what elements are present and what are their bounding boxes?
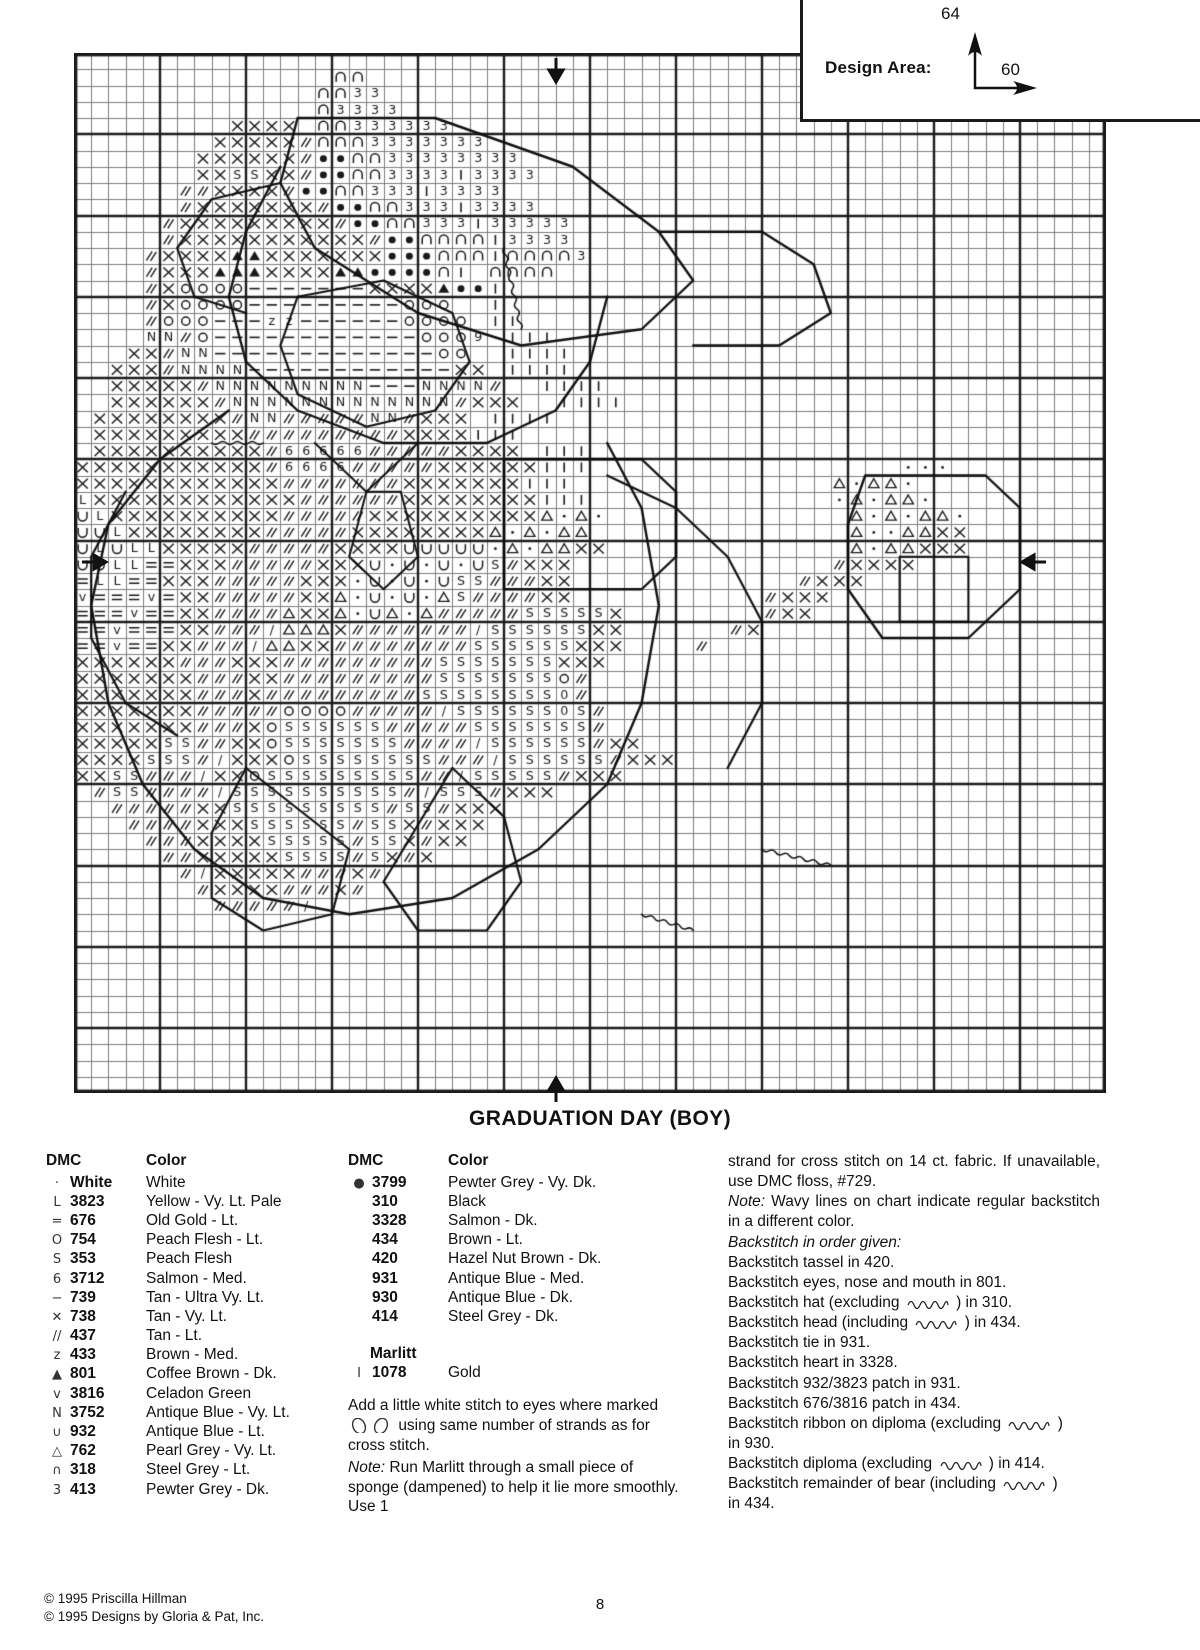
chart-outlines [74, 53, 1106, 1093]
legend-row [46, 1173, 346, 1192]
legend-symbol [348, 1231, 372, 1250]
legend-dmc-number: 738 [70, 1307, 96, 1325]
backstitch-step-suffix: ) in 310. [951, 1293, 1013, 1311]
legend-color-name: White [146, 1173, 186, 1191]
eye-stitch-note-text: using same number of strands as for [398, 1417, 650, 1435]
legend-row [348, 1363, 688, 1382]
wavy-line-icon [1002, 1478, 1046, 1490]
backstitch-step [728, 1434, 1100, 1454]
legend-row [46, 1422, 346, 1441]
legend-dmc-number: 433 [70, 1346, 96, 1364]
legend-symbol: ∪ [52, 1425, 62, 1441]
legend-row [348, 1231, 688, 1250]
backstitch-step-text: Backstitch tassel in 420. [728, 1253, 895, 1271]
floss-legend-table-1 [46, 1152, 346, 1499]
legend-color-name: Hazel Nut Brown - Dk. [448, 1250, 602, 1268]
copyright-line-2: © 1995 Designs by Gloria & Pat, Inc. [44, 1609, 265, 1625]
backstitch-step [728, 1394, 1100, 1414]
backstitch-step [728, 1273, 1100, 1293]
backstitch-step-text: Backstitch 932/3823 patch in 931. [728, 1374, 961, 1392]
legend-symbol: 6 [52, 1271, 62, 1287]
legend-dmc-number: 3816 [70, 1384, 105, 1402]
legend-dmc-number: 3752 [70, 1403, 105, 1421]
legend-row [348, 1173, 688, 1192]
legend-color-name: Brown - Lt. [448, 1231, 523, 1249]
legend-color-name: Antique Blue - Dk. [448, 1288, 573, 1306]
backstitch-step-text: Backstitch tie in 931. [728, 1334, 871, 1352]
wavy-line-icon [906, 1297, 950, 1309]
legend-symbol: S [52, 1252, 62, 1268]
legend-symbol: ● [353, 1175, 365, 1191]
legend-row [46, 1403, 346, 1422]
legend-dmc-number: 739 [70, 1288, 96, 1306]
legend-header-dmc: DMC [46, 1152, 82, 1169]
legend-row [46, 1327, 346, 1346]
legend-row [348, 1192, 688, 1211]
legend-symbol: ✕ [51, 1309, 63, 1325]
legend-color-name: Antique Blue - Vy. Lt. [146, 1403, 290, 1421]
center-marker-left-icon [82, 552, 116, 577]
eye-stitch-note-line-1: Add a little white stitch to eyes where marked [348, 1397, 659, 1415]
legend-dmc-number: 754 [70, 1231, 96, 1249]
legend-color-name: Celadon Green [146, 1384, 252, 1402]
marlitt-note [348, 1458, 688, 1517]
legend-symbol [348, 1288, 372, 1307]
center-marker-bottom-icon [546, 1070, 566, 1107]
wavy-note-label: Note: [728, 1193, 766, 1211]
cross-stitch-chart [74, 53, 1106, 1093]
floss-legend-table-2 [348, 1152, 688, 1382]
legend-row [46, 1231, 346, 1250]
backstitch-step-text: Backstitch eyes, nose and mouth in 801. [728, 1273, 1007, 1291]
eye-stitch-note-line-2 [348, 1416, 688, 1436]
wavy-line-icon [939, 1458, 983, 1470]
backstitch-step [728, 1474, 1100, 1494]
legend-color-name: Black [448, 1192, 486, 1210]
legend-symbol: N [52, 1405, 62, 1421]
legend-dmc-number: 762 [70, 1442, 96, 1460]
legend-dmc-number: 318 [70, 1461, 96, 1479]
backstitch-instructions-column [728, 1152, 1100, 1515]
legend-dmc-number: White [70, 1173, 113, 1191]
design-area-label: Design Area: [825, 58, 932, 77]
backstitch-step [728, 1353, 1100, 1373]
legend-dmc-number: 676 [70, 1211, 96, 1229]
legend-color-name: Antique Blue - Med. [448, 1269, 585, 1287]
design-area-callout [800, 0, 1200, 122]
legend-row [46, 1192, 346, 1211]
wavy-line-icon [914, 1317, 958, 1329]
legend-color-name: Peach Flesh - Lt. [146, 1231, 264, 1249]
page-number: 8 [595, 1596, 605, 1613]
backstitch-step-text: Backstitch hat (excluding [728, 1293, 900, 1311]
legend-symbol: 3 [52, 1482, 62, 1498]
backstitch-step-list [728, 1253, 1100, 1515]
center-marker-right-icon [1012, 552, 1046, 577]
legend-header-color: Color [146, 1152, 187, 1169]
legend-row [348, 1288, 688, 1307]
legend-symbol: v [53, 1386, 61, 1402]
backstitch-step [728, 1313, 1100, 1333]
legend-dmc-number: 3799 [372, 1173, 407, 1191]
legend-row [348, 1269, 688, 1288]
legend-color-name: Salmon - Dk. [448, 1211, 538, 1229]
design-area-width-value: 60 [1001, 60, 1020, 79]
legend-row [46, 1365, 346, 1384]
legend-header-row [348, 1152, 688, 1173]
legend-row [348, 1250, 688, 1269]
backstitch-step [728, 1454, 1100, 1474]
legend-row [46, 1288, 346, 1307]
backstitch-step [728, 1293, 1100, 1313]
legend-row [46, 1269, 346, 1288]
legend-column-two [348, 1152, 688, 1517]
legend-dmc-number: 413 [70, 1480, 96, 1498]
legend-dmc-number: 932 [70, 1423, 96, 1441]
backstitch-step-text: Backstitch 676/3816 patch in 434. [728, 1394, 961, 1412]
legend-color-name: Steel Grey - Lt. [146, 1461, 251, 1479]
backstitch-step [728, 1414, 1100, 1434]
legend-symbol: · [54, 1175, 60, 1191]
legend-symbol: I [357, 1365, 361, 1381]
legend-dmc-number: 3712 [70, 1269, 105, 1287]
backstitch-step-text: Backstitch head (including [728, 1314, 909, 1332]
backstitch-step-text: in 930. [728, 1434, 775, 1452]
legend-row [46, 1250, 346, 1269]
legend-symbol: ∩ [52, 1463, 62, 1479]
legend-row [46, 1480, 346, 1499]
legend-column-one [46, 1152, 346, 1499]
legend-dmc-number: 801 [70, 1365, 96, 1383]
legend-row [348, 1211, 688, 1230]
legend-color-name: Pewter Grey - Dk. [146, 1480, 270, 1498]
backstitch-step [728, 1253, 1100, 1273]
eye-stitch-note-line-3: cross stitch. [348, 1436, 430, 1454]
backstitch-step-text: Backstitch diploma (excluding [728, 1455, 933, 1473]
backstitch-heading: Backstitch in order given: [728, 1233, 902, 1251]
legend-dmc-number: 353 [70, 1250, 96, 1268]
wavy-line-note [728, 1192, 1100, 1232]
legend-row [46, 1461, 346, 1480]
legend-color-name: Antique Blue - Lt. [146, 1423, 265, 1441]
legend-color-name: Pearl Grey - Vy. Lt. [146, 1442, 277, 1460]
backstitch-step [728, 1333, 1100, 1353]
legend-color-name: Salmon - Med. [146, 1269, 247, 1287]
legend-symbol [348, 1250, 372, 1269]
copyright-line-1: © 1995 Priscilla Hillman [44, 1591, 187, 1606]
legend-symbol: // [52, 1329, 62, 1345]
backstitch-step-text: in 434. [728, 1495, 775, 1513]
legend-color-name: Pewter Grey - Vy. Dk. [448, 1173, 597, 1191]
backstitch-step-suffix: ) in 414. [984, 1455, 1045, 1473]
eye-stitch-note [348, 1396, 688, 1455]
legend-symbol [348, 1269, 372, 1288]
legend-dmc-number: 434 [372, 1231, 398, 1249]
legend-symbol [348, 1307, 372, 1326]
center-marker-top-icon [546, 58, 566, 95]
page-title: GRADUATION DAY (BOY) [469, 1107, 731, 1130]
legend-dmc-number: 1078 [372, 1363, 407, 1381]
legend-header-color: Color [448, 1152, 489, 1169]
wavy-note-text: Wavy lines on chart indicate regular backstitch in a different color. [728, 1193, 1100, 1231]
legend-row [46, 1442, 346, 1461]
backstitch-step [728, 1494, 1100, 1514]
legend-color-name: Coffee Brown - Dk. [146, 1365, 277, 1383]
legend-color-name: Steel Grey - Dk. [448, 1307, 559, 1325]
backstitch-step [728, 1374, 1100, 1394]
legend-header-dmc: DMC [348, 1152, 384, 1169]
legend-dmc-number: 420 [372, 1250, 398, 1268]
legend-symbol [348, 1211, 372, 1230]
marlitt-note-continuation: strand for cross stitch on 14 ct. fabric. If unavailable, use DMC floss, #729. [728, 1153, 1100, 1191]
legend-row [46, 1211, 346, 1230]
legend-color-name: Old Gold - Lt. [146, 1211, 239, 1229]
legend-symbol: ▲ [52, 1367, 62, 1383]
eye-highlight-icon [348, 1417, 398, 1434]
backstitch-step-suffix: ) [1048, 1475, 1058, 1493]
marlitt-header: Marlitt [370, 1344, 417, 1362]
legend-dmc-number: 3823 [70, 1192, 105, 1210]
legend-color-name: Peach Flesh [146, 1250, 233, 1268]
legend-header-row [46, 1152, 346, 1173]
legend-row [348, 1307, 688, 1326]
legend-symbol: △ [52, 1444, 62, 1460]
marlitt-note-label: Note: [348, 1458, 386, 1476]
legend-color-name: Brown - Med. [146, 1346, 239, 1364]
marlitt-header-row [348, 1327, 688, 1364]
marlitt-note-text: Run Marlitt through a small piece of sponge (dampened) to help it lie more smoothly. Use 1 [348, 1458, 679, 1516]
legend-row [46, 1307, 346, 1326]
legend-symbol: L [53, 1194, 61, 1210]
legend-color-name: Gold [448, 1363, 481, 1381]
backstitch-step-text: Backstitch remainder of bear (including [728, 1475, 996, 1493]
legend-dmc-number: 437 [70, 1327, 96, 1345]
legend-symbol: − [51, 1290, 63, 1306]
legend-color-name: Yellow - Vy. Lt. Pale [146, 1192, 282, 1210]
backstitch-step-text: Backstitch ribbon on diploma (excluding [728, 1414, 1002, 1432]
legend-color-name: Tan - Ultra Vy. Lt. [146, 1288, 265, 1306]
legend-symbol: z [53, 1348, 61, 1364]
legend-row [46, 1384, 346, 1403]
legend-dmc-number: 414 [372, 1307, 398, 1325]
legend-dmc-number: 3328 [372, 1211, 407, 1229]
legend-dmc-number: 931 [372, 1269, 398, 1287]
wavy-line-icon [1007, 1418, 1051, 1430]
legend-color-name: Tan - Lt. [146, 1327, 202, 1345]
backstitch-step-text: Backstitch heart in 3328. [728, 1354, 898, 1372]
legend-symbol: O [51, 1233, 63, 1249]
legend-row [46, 1346, 346, 1365]
design-area-height-value: 64 [941, 4, 960, 23]
legend-symbol: = [51, 1213, 63, 1229]
legend-dmc-number: 930 [372, 1288, 398, 1306]
legend-symbol [348, 1192, 372, 1211]
legend-color-name: Tan - Vy. Lt. [146, 1307, 227, 1325]
backstitch-step-suffix: ) [1053, 1414, 1063, 1432]
backstitch-step-suffix: ) in 434. [960, 1314, 1021, 1332]
legend-dmc-number: 310 [372, 1192, 398, 1210]
